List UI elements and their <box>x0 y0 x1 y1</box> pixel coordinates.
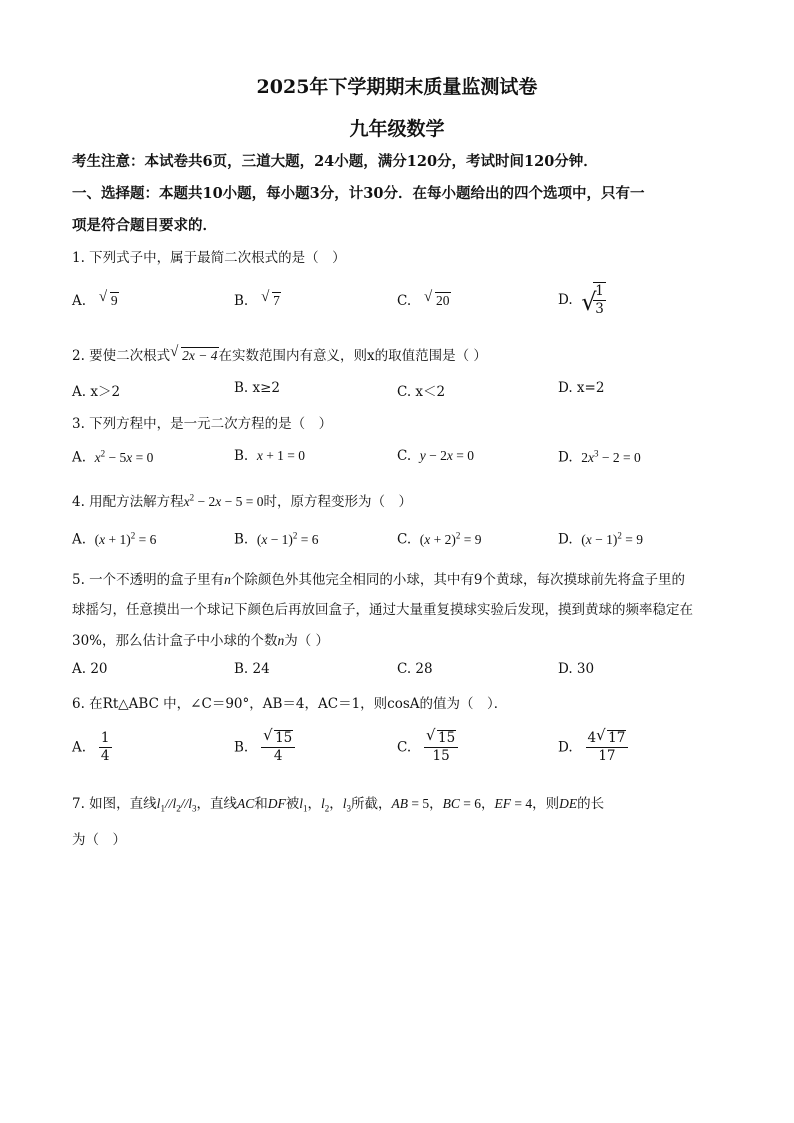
question-1-option-b: B. √ 7 <box>234 289 280 309</box>
question-1-option-c: C. √ 20 <box>397 289 450 309</box>
question-6-option-b: B. √ 15 4 <box>234 730 295 765</box>
fraction: √ 15 15 <box>424 730 458 765</box>
question-5-option-a: A. 20 <box>72 661 108 677</box>
question-2-option-d: D. x=2 <box>558 380 605 396</box>
question-2-option-a: A. x＞2 <box>72 384 121 400</box>
question-5-option-c: C. 28 <box>397 661 433 677</box>
question-6-option-a: A. $\frac{1}{4}$ <box>72 730 110 764</box>
question-6-stem: 6. 在Rt△ABC 中，∠C＝90°，AB＝4，AC＝1，则cosA的值为（ ）． <box>72 696 508 712</box>
question-4-option-b: B. $(x - 1)^2 = 6$ <box>234 530 319 548</box>
question-3-stem: 3. 下列方程中，是一元二次方程的是（ ） <box>72 416 333 432</box>
question-5-line2: 球摇匀，任意摸出一个球记下颜色后再放回盒子，通过大量重复摸球实验后发现，摸到黄球的频率稳定在 <box>72 602 693 618</box>
question-2-option-b: B. x≥2 <box>234 380 281 396</box>
fraction: 4 √ 17 17 <box>586 730 629 765</box>
sqrt-expression: √ 20 <box>424 289 450 308</box>
question-6-option-c: C. √ 15 15 <box>397 730 458 765</box>
section-1-heading-line2: 项是符合题目要求的． <box>72 217 217 234</box>
question-4-option-a: A. $(x + 1)^2 = 6$ <box>72 530 157 548</box>
exam-notice: 考生注意：本试卷共6页，三道大题，24小题，满分120分，考试时间120分钟． <box>72 153 598 170</box>
question-1-option-a: A. √ 9 <box>72 289 118 309</box>
question-5-option-d: D. 30 <box>558 661 595 677</box>
question-4-option-c: C. $(x + 2)^2 = 9$ <box>397 530 482 548</box>
page-subtitle: 九年级数学 <box>349 118 445 140</box>
sqrt-expression: √ 9 <box>98 289 118 308</box>
fraction: √ 15 4 <box>261 730 295 765</box>
question-3-option-d: D. $2x^3 - 2 = 0$ <box>558 448 641 466</box>
sqrt-expression: √ 2x − 4 <box>170 344 218 363</box>
question-2-option-c: C. x＜2 <box>397 384 446 400</box>
question-2-stem: 2. 要使二次根式 √ 2x − 4在实数范围内有意义，则x的取值范围是（ ） <box>72 344 487 364</box>
question-4-option-d: D. $(x - 1)^2 = 9$ <box>558 530 643 548</box>
fraction: $\frac{1}{4}$ <box>100 730 110 764</box>
question-4-stem: 4. 用配方法解方程$x^2 - 2x - 5 = 0$时，原方程变形为（ ） <box>72 492 413 510</box>
question-1-option-d: D. √ $\frac{1}{3}$ <box>558 283 604 317</box>
question-3-option-a: A. $x^2 - 5x = 0$ <box>72 448 154 466</box>
sqrt-fraction: √ $\frac{1}{3}$ <box>581 283 604 317</box>
question-7-line1: 7. 如图，直线$l_1//l_2//l_3$，直线AC和DF被$l_1$，$l_2$，$l_3$所截，AB = 5，BC = 6，EF = 4，则DE的长 <box>72 796 605 814</box>
question-5-line1: 5. 一个不透明的盒子里有n个除颜色外其他完全相同的小球，其中有9个黄球，每次摸球前先将盒子里的 <box>72 572 686 588</box>
question-3-option-c: C. y − 2x = 0 <box>397 448 474 464</box>
question-6-option-d: D. 4 √ 17 17 <box>558 730 628 765</box>
sqrt-expression: √ 7 <box>261 289 280 308</box>
page-title: 2025年下学期期末质量监测试卷 <box>256 76 538 98</box>
section-1-heading-line1: 一、选择题：本题共10小题，每小题3分，计30分．在每小题给出的四个选项中，只有一 <box>72 185 645 202</box>
question-5-option-b: B. 24 <box>234 661 270 677</box>
question-7-line2: 为（ ） <box>72 832 126 848</box>
question-5-line3: 30%，那么估计盒子中小球的个数n为（ ） <box>72 633 330 649</box>
question-1-stem: 1. 下列式子中，属于最简二次根式的是（ ） <box>72 250 346 266</box>
question-3-option-b: B. x + 1 = 0 <box>234 448 306 464</box>
